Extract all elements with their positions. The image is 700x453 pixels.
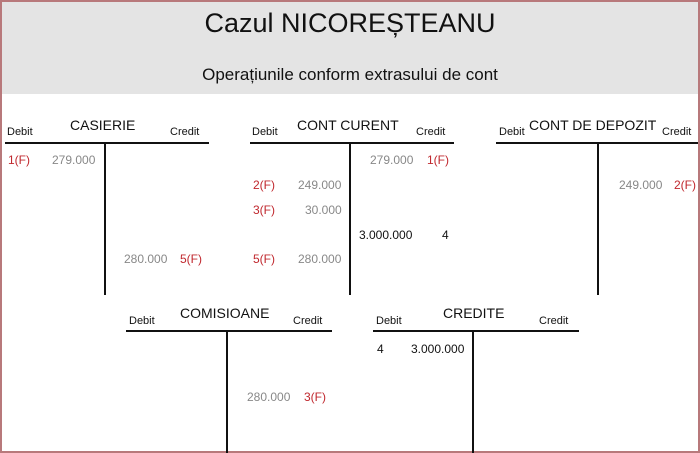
entry-ref: 3(F) [253, 203, 275, 217]
credit-label: Credit [539, 315, 569, 327]
entry-ref: 5(F) [253, 252, 275, 266]
debit-label: Debit [252, 126, 278, 138]
t-account-top-line [5, 142, 209, 144]
entry-ref: 2(F) [674, 178, 696, 192]
debit-label: Debit [376, 315, 402, 327]
entry-amount: 249.000 [619, 178, 663, 192]
credit-label: Credit [170, 126, 200, 138]
entry-ref: 2(F) [253, 178, 275, 192]
account-title-credite: CREDITE [443, 305, 505, 321]
account-title-comisioane: COMISIOANE [180, 305, 270, 321]
entry-ref: 4 [442, 228, 449, 242]
entry-ref: 3(F) [304, 390, 326, 404]
entry-amount: 280.000 [124, 252, 168, 266]
page-subtitle: Operațiunile conform extrasului de cont [202, 65, 498, 84]
account-title-casierie: CASIERIE [70, 117, 136, 133]
entry-amount: 279.000 [370, 153, 414, 167]
credit-label: Credit [416, 126, 446, 138]
account-title-cont-depozit: CONT DE DEPOZIT [529, 117, 657, 133]
credit-label: Credit [293, 315, 323, 327]
t-account-top-line [126, 330, 332, 332]
header [2, 2, 698, 94]
entry-ref: 1(F) [427, 153, 449, 167]
t-account-top-line [373, 330, 579, 332]
debit-label: Debit [7, 126, 33, 138]
debit-label: Debit [129, 315, 155, 327]
entry-ref: 4 [377, 342, 384, 356]
t-account-divider [349, 142, 351, 295]
page-title: Cazul NICOREȘTEANU [204, 8, 496, 38]
t-account-divider [104, 142, 106, 295]
entry-amount: 3.000.000 [411, 342, 465, 356]
credit-label: Credit [662, 126, 692, 138]
t-account-top-line [250, 142, 454, 144]
entry-amount: 280.000 [247, 390, 291, 404]
entry-amount: 3.000.000 [359, 228, 413, 242]
t-account-divider [597, 142, 599, 295]
debit-label: Debit [499, 126, 525, 138]
entry-ref: 1(F) [8, 153, 30, 167]
entry-ref: 5(F) [180, 252, 202, 266]
t-account-divider [226, 330, 228, 453]
entry-amount: 279.000 [52, 153, 96, 167]
entry-amount: 249.000 [298, 178, 342, 192]
t-account-divider [472, 330, 474, 453]
entry-amount: 280.000 [298, 252, 342, 266]
account-title-cont-curent: CONT CURENT [297, 117, 399, 133]
entry-amount: 30.000 [305, 203, 342, 217]
